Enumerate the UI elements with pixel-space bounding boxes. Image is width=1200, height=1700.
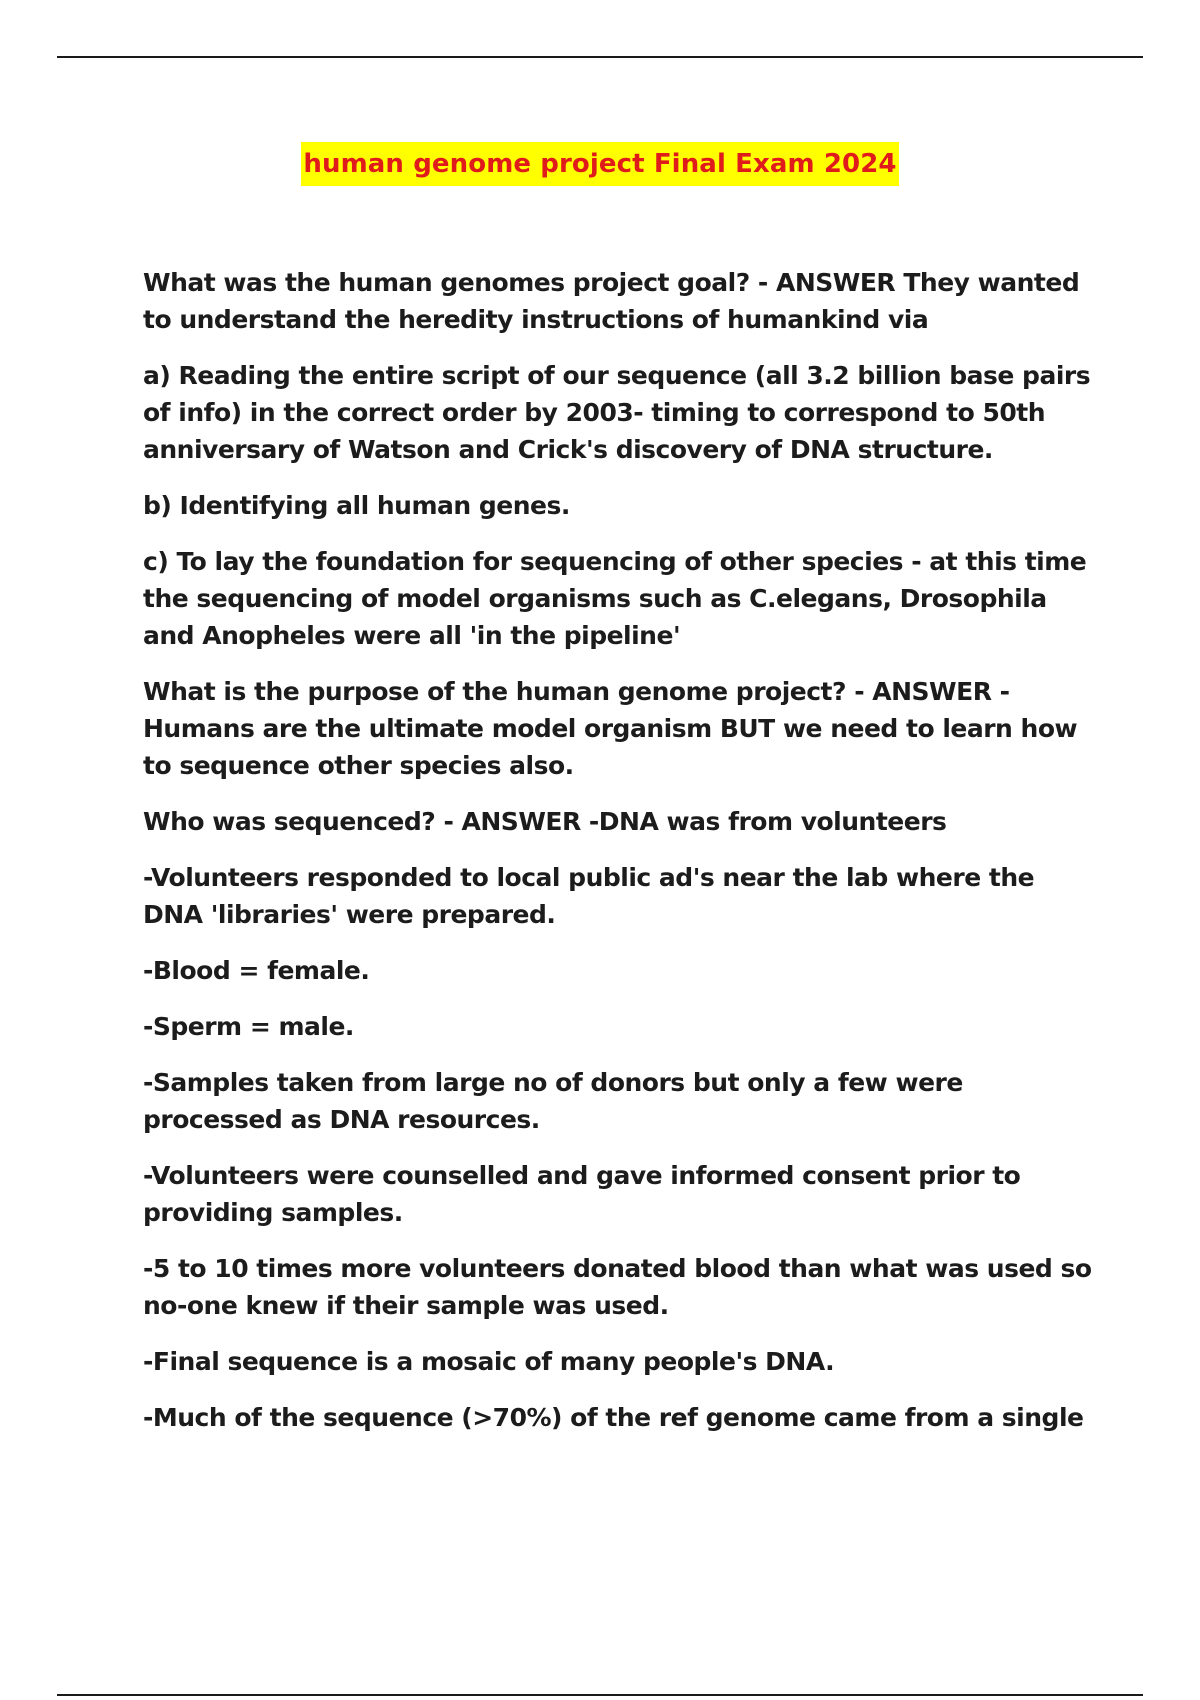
top-divider xyxy=(57,56,1143,58)
title-container xyxy=(0,142,1200,186)
bottom-divider xyxy=(57,1694,1143,1696)
paragraph: b) Identifying all human genes. xyxy=(143,491,570,520)
paragraph: Who was sequenced? - ANSWER -DNA was from volunteers xyxy=(143,807,947,836)
paragraph: -Sperm = male. xyxy=(143,1012,354,1041)
document-body xyxy=(143,264,1093,1455)
paragraph: What is the purpose of the human genome project? - ANSWER -Humans are the ultimate model organism BUT we need to learn how to sequence other species also. xyxy=(143,677,1078,780)
paragraph: c) To lay the foundation for sequencing of other species - at this time the sequencing of model organisms such as C.elegans, Drosophila and Anopheles were all 'in the pipeline' xyxy=(143,547,1087,650)
paragraph: -Volunteers responded to local public ad's near the lab where the DNA 'libraries' were prepared. xyxy=(143,863,1035,929)
paragraph: -Volunteers were counselled and gave informed consent prior to providing samples. xyxy=(143,1161,1021,1227)
paragraph: a) Reading the entire script of our sequence (all 3.2 billion base pairs of info) in the correct order by 2003- timing to correspond to 50th anniversary of Watson and Crick's discovery of DNA structure. xyxy=(143,361,1091,464)
paragraph: -Samples taken from large no of donors but only a few were processed as DNA resources. xyxy=(143,1068,963,1134)
paragraph: -Much of the sequence (>70%) of the ref genome came from a single xyxy=(143,1403,1084,1432)
paragraph: -Blood = female. xyxy=(143,956,370,985)
paragraph: -5 to 10 times more volunteers donated blood than what was used so no-one knew if their sample was used. xyxy=(143,1254,1092,1320)
paragraph: What was the human genomes project goal? - ANSWER They wanted to understand the heredity instructions of humankind via xyxy=(143,268,1080,334)
paragraph: -Final sequence is a mosaic of many people's DNA. xyxy=(143,1347,835,1376)
document-title: human genome project Final Exam 2024 xyxy=(301,142,898,186)
